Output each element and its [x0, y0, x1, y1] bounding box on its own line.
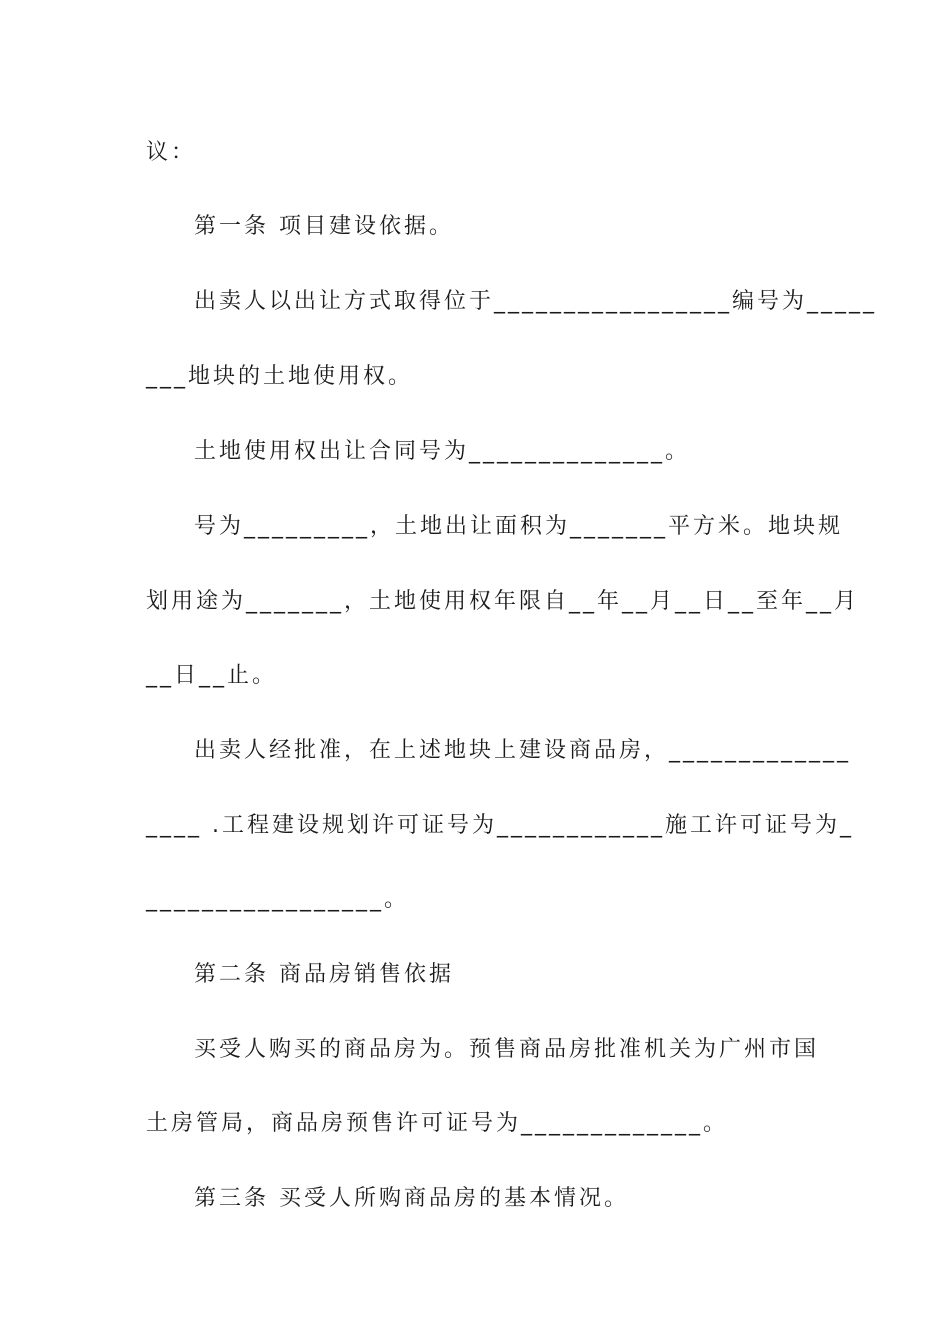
text-line: __日__止。 [146, 663, 278, 688]
text-line: _________________。 [146, 887, 410, 912]
text-line: 出卖人以出让方式取得位于_________________编号为_____ [194, 289, 878, 314]
article-2-heading: 第二条 商品房销售依据 [194, 962, 454, 987]
text-line: ___地块的土地使用权。 [146, 364, 414, 389]
text-line: 买受人购买的商品房为。预售商品房批准机关为广州市国 [194, 1037, 820, 1062]
text-line: 土地使用权出让合同号为______________。 [194, 439, 691, 464]
article-3-heading: 第三条 买受人所购商品房的基本情况。 [194, 1186, 629, 1211]
text-line-continuation: 议： [146, 140, 197, 165]
text-line: ____ .工程建设规划许可证号为____________施工许可证号为_ [146, 813, 854, 838]
text-line: 号为_________，土地出让面积为_______平方米。地块规 [194, 514, 844, 539]
article-1-heading: 第一条 项目建设依据。 [194, 214, 454, 239]
text-line: 划用途为_______，土地使用权年限自__年__月__日__至年__月 [146, 589, 860, 614]
text-line: 出卖人经批准，在上述地块上建设商品房，_____________ [194, 738, 852, 763]
text-line: 土房管局，商品房预售许可证号为_____________。 [146, 1111, 729, 1136]
